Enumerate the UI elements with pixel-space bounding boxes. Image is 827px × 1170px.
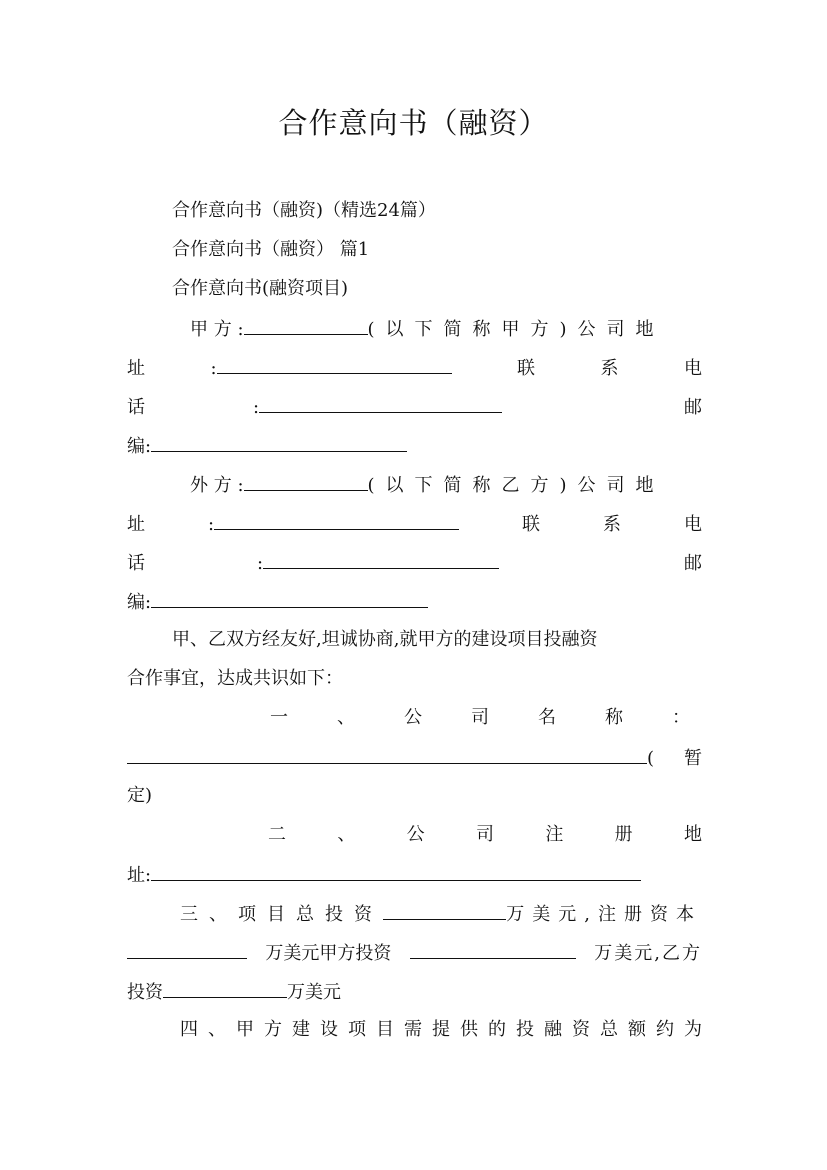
item-1-char: 称 (605, 707, 623, 728)
item-1-line (270, 706, 690, 730)
item-4-char: 额 (628, 1019, 646, 1040)
item-3-mid: 万美元,注册资本 (506, 904, 702, 925)
item-1-company-name-blank (127, 745, 647, 764)
item-4-char: 供 (460, 1019, 478, 1040)
item-4-char: 建 (292, 1019, 310, 1040)
item-4-char: 投 (516, 1019, 534, 1040)
item-4-char: 的 (488, 1019, 506, 1040)
item-4-char: 设 (320, 1019, 338, 1040)
item-4-char: 目 (376, 1019, 394, 1040)
party-b-postcode-label: 编: (127, 592, 152, 613)
item-3-start: 三、项目总投资 (180, 904, 383, 925)
party-b-phone-label: 话 (127, 553, 145, 574)
party-b-line (190, 472, 665, 498)
item-1-char: 一 (270, 707, 288, 728)
party-a-address-line (127, 355, 702, 381)
intro-line-2: 合作事宜，达成共识如下： (127, 668, 343, 689)
document-subtitle: 合作意向书（融资)（精选24篇） (172, 200, 436, 221)
item-4-char: 需 (404, 1019, 422, 1040)
item-3-line3-end: 万美元 (287, 982, 341, 1003)
item-4-char: 提 (432, 1019, 450, 1040)
item-3-total-investment-blank (383, 901, 506, 920)
party-b-address-label: 址 (127, 514, 145, 535)
item-2-address-blank (151, 862, 641, 881)
item-1-char: 公 (404, 707, 422, 728)
item-4-char: 甲 (236, 1019, 254, 1040)
party-b-label: 外 方 : (190, 475, 244, 496)
party-b-contact-char-2: 系 (602, 514, 621, 535)
item-1-char: 司 (471, 707, 489, 728)
party-a-phone-colon: : (253, 397, 260, 418)
item-3-party-a-investment-blank (410, 940, 576, 959)
party-b-address-blank (214, 511, 459, 530)
item-4-char: 约 (656, 1019, 674, 1040)
item-1-tail: 暂 (684, 748, 702, 769)
item-3-line3-start: 投资 (127, 982, 163, 1003)
item-3-line-1 (180, 901, 702, 927)
party-a-address-label: 址 (127, 358, 145, 379)
party-a-contact-char-2: 系 (600, 358, 619, 379)
item-4-char: 资 (572, 1019, 590, 1040)
item-2-char: 司 (475, 824, 494, 845)
party-b-contact-char-3: 电 (683, 514, 702, 535)
party-a-phone-blank (259, 394, 502, 413)
party-a-contact-char-1: 联 (517, 358, 536, 379)
party-a-address-colon: : (210, 358, 217, 379)
item-2-char: 地 (683, 824, 702, 845)
item-4-line (180, 1018, 702, 1042)
party-a-postcode-blank (151, 433, 407, 452)
item-4-char: 项 (348, 1019, 366, 1040)
item-1-char: ： (672, 707, 690, 728)
item-2-char: 注 (545, 824, 564, 845)
item-2-char: 公 (406, 824, 425, 845)
party-a-postcode-line (127, 433, 407, 459)
party-b-postcode-tail: 邮 (684, 553, 702, 574)
party-b-postcode-blank (151, 589, 428, 608)
document-title: 合作意向书（融资） (278, 106, 549, 140)
party-a-label: 甲 方 : (190, 319, 244, 340)
item-4-char: 融 (544, 1019, 562, 1040)
intro-line-1: 甲、乙双方经友好,坦诚协商,就甲方的建设项目投融资 (172, 629, 598, 650)
item-1-char: 名 (538, 707, 556, 728)
item-1-blank-line (127, 745, 702, 771)
party-b-name-blank (244, 472, 368, 491)
item-3-line-3 (127, 979, 341, 1005)
item-1-char: 、 (337, 707, 355, 728)
party-a-phone-label: 话 (127, 397, 145, 418)
item-4-char: 为 (684, 1019, 702, 1040)
party-b-phone-line (127, 550, 702, 576)
item-2-char: 二 (268, 824, 286, 845)
party-a-name-blank (244, 316, 368, 335)
party-b-phone-blank (263, 550, 499, 569)
item-2-end: 址: (127, 865, 152, 886)
item-2-address-line (127, 862, 641, 888)
party-a-address-blank (217, 355, 452, 374)
party-a-postcode-label: 编: (127, 436, 152, 457)
item-3-registered-capital-blank (127, 940, 247, 959)
party-b-phone-colon: : (257, 553, 264, 574)
party-b-postcode-line (127, 589, 428, 615)
party-a-line (190, 316, 665, 342)
party-b-address-colon: : (207, 514, 215, 535)
item-3-party-b-investment-blank (163, 979, 287, 998)
part-heading: 合作意向书（融资） 篇1 (172, 239, 370, 260)
item-4-char: 方 (264, 1019, 282, 1040)
item-1-end: 定) (127, 785, 153, 806)
item-3-line2-mid: 万美元甲方投资 (265, 943, 392, 964)
item-4-char: 总 (600, 1019, 618, 1040)
party-a-suffix: (以下简称甲方)公司地 (367, 319, 665, 340)
item-2-line (268, 823, 702, 847)
item-3-line-2 (127, 940, 702, 966)
party-a-postcode-tail: 邮 (684, 397, 702, 418)
item-1-paren: ( (647, 748, 655, 769)
party-b-suffix: (以下简称乙方)公司地 (367, 475, 665, 496)
item-2-char: 册 (614, 824, 633, 845)
item-4-char: 四 (180, 1019, 198, 1040)
party-b-contact-char-1: 联 (522, 514, 541, 535)
party-a-phone-line (127, 394, 702, 420)
section-heading: 合作意向书(融资项目) (172, 278, 349, 299)
item-3-line2-end: 万美元,乙方 (594, 943, 702, 964)
item-2-char: 、 (337, 824, 356, 845)
party-b-address-line (127, 511, 702, 537)
party-a-contact-char-3: 电 (683, 358, 702, 379)
item-4-char: 、 (208, 1019, 226, 1040)
